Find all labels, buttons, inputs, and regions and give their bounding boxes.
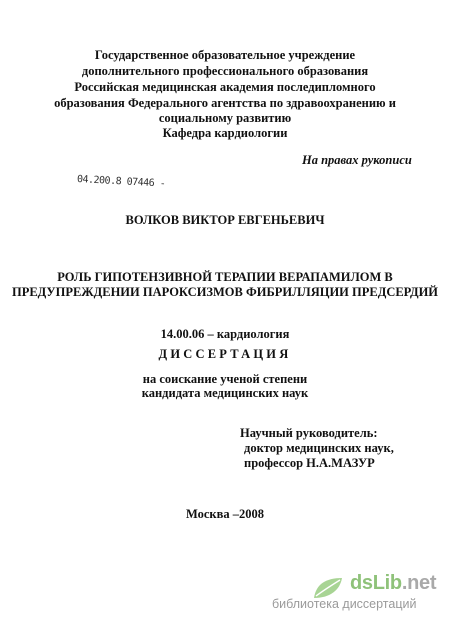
institution-line-2: дополнительного профессионального образования <box>81 64 369 78</box>
institution-line-4: образования Федерального агентства по здравоохранению и <box>54 96 396 110</box>
degree-line-1: на соискание ученой степени <box>142 372 308 386</box>
supervisor-degree: доктор медицинских наук, <box>244 441 394 455</box>
archive-stamp-number: 04.200.8 07446 - <box>76 174 166 190</box>
institution-line-1: Государственное образовательное учреждение <box>94 48 356 62</box>
department-line: Кафедра кардиологии <box>162 126 288 140</box>
thesis-title-line-2: ПРЕДУПРЕЖДЕНИИ ПАРОКСИЗМОВ ФИБРИЛЛЯЦИИ ПРЕДСЕРДИЙ <box>11 285 439 299</box>
author-name: ВОЛКОВ ВИКТОР ЕВГЕНЬЕВИЧ <box>125 213 325 227</box>
dslib-watermark <box>272 572 442 616</box>
place-year: Москва –2008 <box>185 507 264 521</box>
specialty-code: 14.00.06 – кардиология <box>160 327 290 341</box>
watermark-logo-ext: .net <box>401 572 437 594</box>
supervisor-label: Научный руководитель: <box>240 426 378 440</box>
watermark-tagline: библиотека диссертаций <box>272 597 417 611</box>
rights-note: На правах рукописи <box>302 153 412 167</box>
watermark-logo-text <box>350 572 436 595</box>
institution-line-5: социальному развитию <box>158 111 292 125</box>
document-type: ДИССЕРТАЦИЯ <box>158 347 292 361</box>
institution-line-3: Российская медицинская академия последипломного <box>74 80 376 94</box>
supervisor-name: профессор Н.А.МАЗУР <box>244 456 375 470</box>
degree-line-2: кандидата медицинских наук <box>141 386 309 400</box>
thesis-title-line-1: РОЛЬ ГИПОТЕНЗИВНОЙ ТЕРАПИИ ВЕРАПАМИЛОМ В <box>57 270 393 284</box>
watermark-logo-main: dsLib <box>350 572 402 594</box>
